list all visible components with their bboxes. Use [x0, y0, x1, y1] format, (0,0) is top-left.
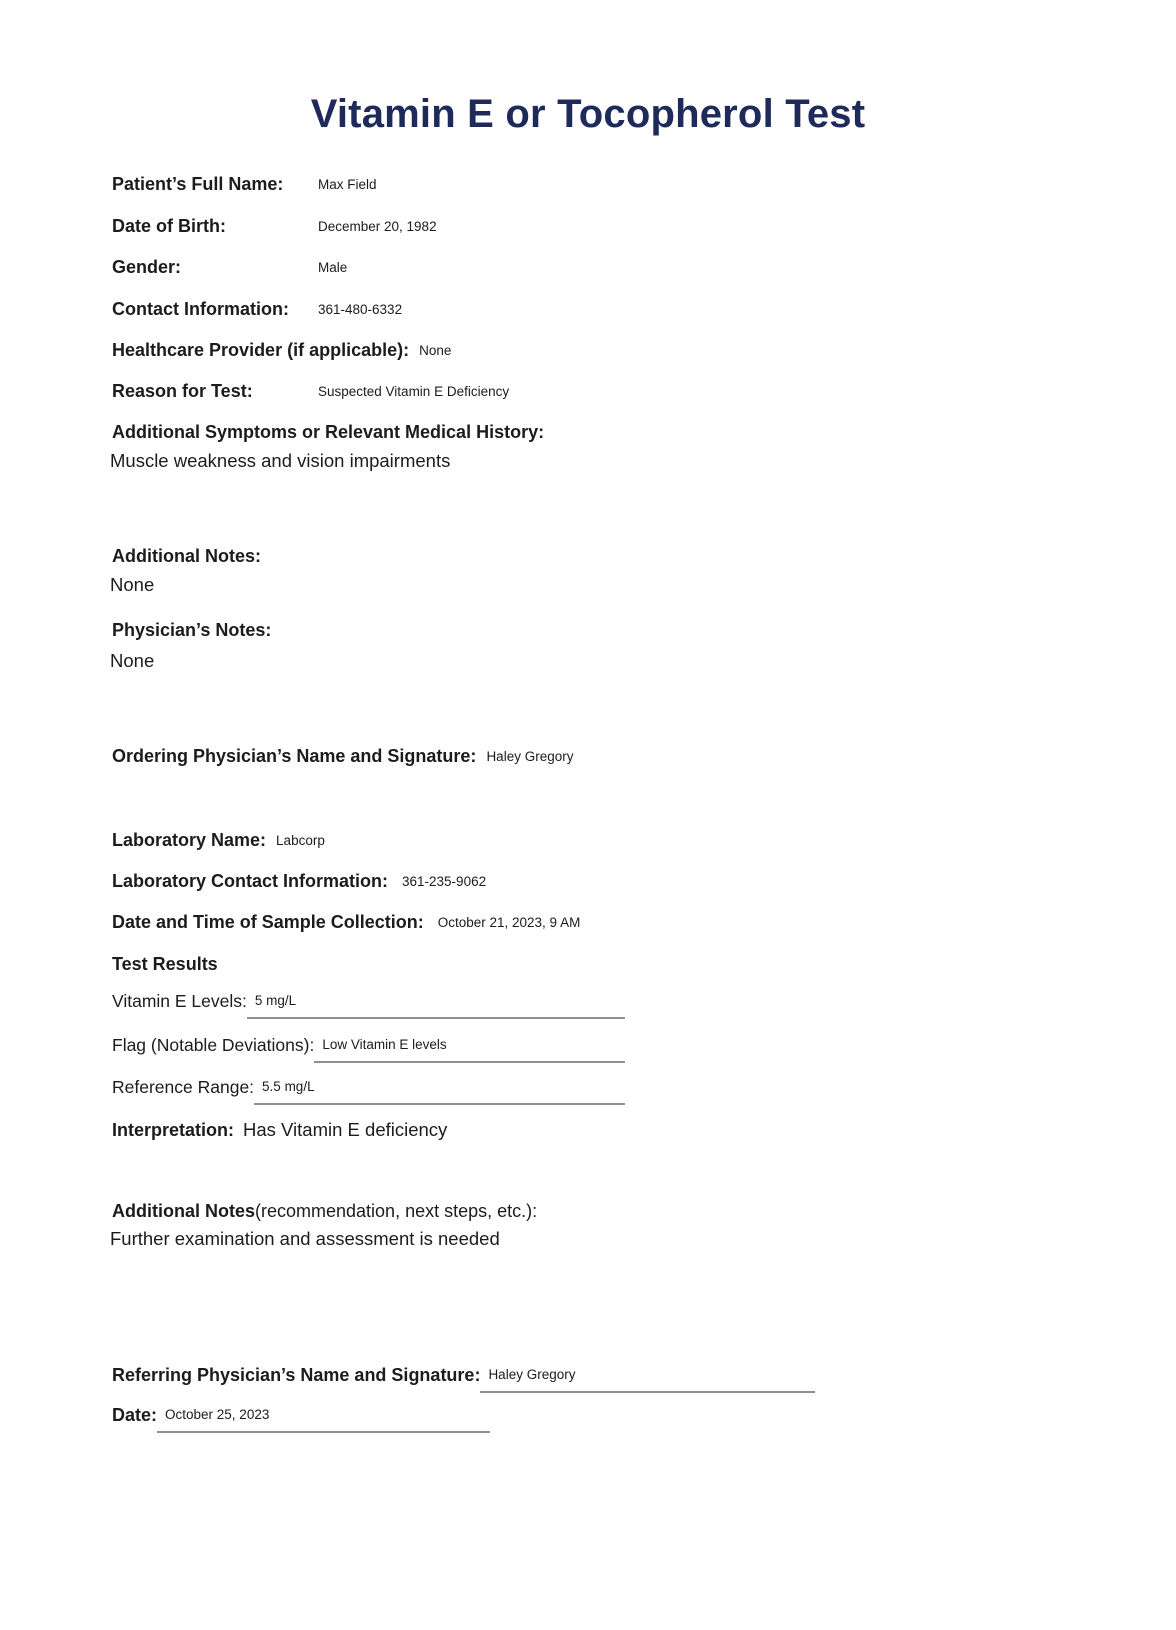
field-referring-physician — [112, 1365, 815, 1393]
field-lab-name — [112, 830, 325, 851]
patient-name-label: Patient’s Full Name: — [112, 174, 284, 194]
field-interpretation — [112, 1119, 447, 1141]
additional-notes-value: None — [110, 574, 155, 595]
contact-value: 361-480-6332 — [318, 302, 403, 317]
report-date-label: Date: — [112, 1405, 158, 1425]
test-results-heading: Test Results — [112, 954, 218, 974]
flag-label: Flag (Notable Deviations): — [112, 1035, 315, 1055]
lab-name-label: Laboratory Name: — [112, 830, 267, 850]
report-date-value: October 25, 2023 — [165, 1407, 270, 1422]
interpretation-label: Interpretation: — [112, 1120, 235, 1140]
referring-physician-label: Referring Physician’s Name and Signature: — [112, 1365, 481, 1385]
field-provider — [112, 340, 451, 361]
sample-collection-label: Date and Time of Sample Collection: — [112, 912, 424, 932]
physician-notes-value: None — [110, 650, 155, 671]
vitamin-e-levels-value: 5 mg/L — [254, 993, 297, 1008]
field-gender — [112, 257, 347, 278]
flag-line — [314, 1038, 625, 1063]
page-title: Vitamin E or Tocopherol Test — [310, 92, 866, 136]
field-ordering-physician — [112, 746, 573, 767]
field-vitamin-e-levels — [112, 991, 625, 1019]
reason-value: Suspected Vitamin E Deficiency — [318, 384, 510, 399]
reason-label: Reason for Test: — [112, 381, 253, 401]
physician-notes-label: Physician’s Notes: — [112, 620, 272, 640]
field-sample-collection — [112, 912, 580, 933]
recommendations-label-rest: (recommendation, next steps, etc.): — [255, 1201, 538, 1221]
flag-value: Low Vitamin E levels — [322, 1037, 447, 1052]
report-date-line — [157, 1408, 490, 1433]
field-flag — [112, 1035, 625, 1063]
sample-collection-value: October 21, 2023, 9 AM — [437, 915, 581, 930]
vitamin-e-levels-line — [247, 994, 625, 1019]
field-reason — [112, 381, 509, 402]
symptoms-label: Additional Symptoms or Relevant Medical History: — [112, 422, 545, 442]
provider-value: None — [419, 343, 452, 358]
symptoms-value: Muscle weakness and vision impairments — [110, 450, 451, 471]
field-report-date — [112, 1405, 490, 1433]
ordering-physician-label: Ordering Physician’s Name and Signature: — [112, 746, 477, 766]
field-lab-contact — [112, 871, 486, 892]
field-patient-name — [112, 174, 377, 195]
gender-label: Gender: — [112, 257, 182, 277]
lab-contact-label: Laboratory Contact Information: — [112, 871, 389, 891]
lab-name-value: Labcorp — [276, 833, 325, 848]
ordering-physician-value: Haley Gregory — [486, 749, 574, 764]
vitamin-e-levels-label: Vitamin E Levels: — [112, 991, 247, 1011]
patient-name-value: Max Field — [318, 177, 377, 192]
reference-range-value: 5.5 mg/L — [262, 1079, 315, 1094]
provider-label: Healthcare Provider (if applicable): — [112, 340, 410, 360]
recommendations-label-row — [112, 1201, 537, 1222]
additional-notes-label: Additional Notes: — [112, 546, 261, 566]
reference-range-label: Reference Range: — [112, 1077, 255, 1097]
contact-label: Contact Information: — [112, 299, 289, 319]
field-dob — [112, 216, 437, 237]
reference-range-line — [254, 1080, 625, 1105]
field-reference-range — [112, 1077, 625, 1105]
recommendations-label-bold: Additional Notes — [112, 1201, 255, 1221]
gender-value: Male — [318, 260, 348, 275]
interpretation-value: Has Vitamin E deficiency — [243, 1119, 448, 1140]
dob-label: Date of Birth: — [112, 216, 226, 236]
referring-physician-line — [480, 1368, 815, 1393]
lab-contact-value: 361-235-9062 — [402, 874, 487, 889]
referring-physician-value: Haley Gregory — [488, 1367, 576, 1382]
dob-value: December 20, 1982 — [318, 219, 437, 234]
recommendations-value: Further examination and assessment is needed — [110, 1228, 500, 1249]
field-contact — [112, 299, 402, 320]
